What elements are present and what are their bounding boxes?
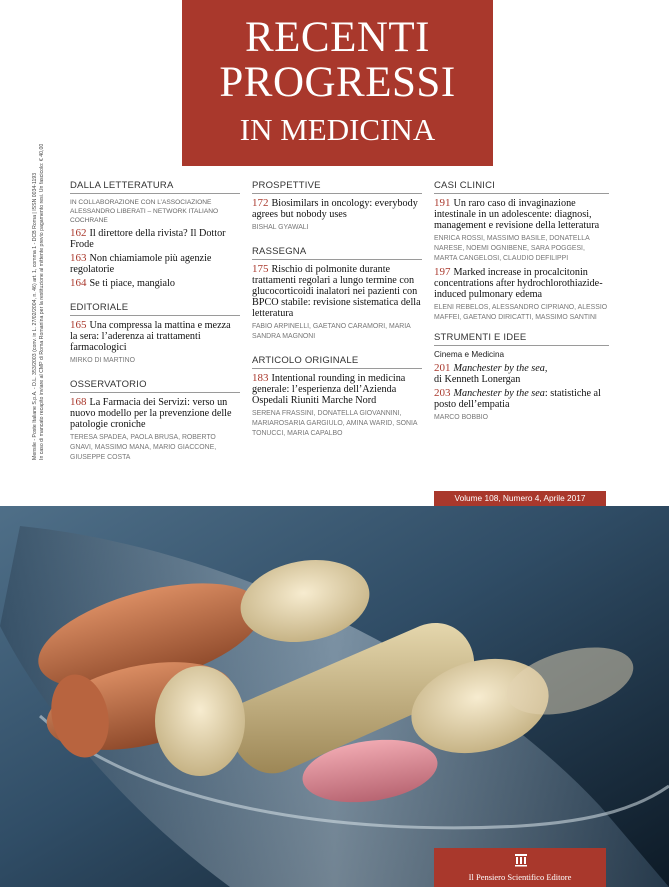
toc-entry[interactable] <box>70 397 240 430</box>
article-title: Se ti piace, mangialo <box>89 278 175 289</box>
spine-line-2: In caso di mancato recapito inviare al CMP di Roma Romanina per la restituzione al mittente previo pagamento resi. Un fascicolo: € 40,00 <box>39 143 45 460</box>
page-number: 164 <box>70 277 87 289</box>
page-number: 197 <box>434 266 451 278</box>
publisher-badge <box>434 848 606 887</box>
page-number: 175 <box>252 263 269 275</box>
cover-photo-graphic <box>0 506 669 887</box>
article-title: Un raro caso di invaginazione intestinale in un adolescente: diagnosi, management e revisione della letteratura <box>434 198 600 231</box>
article-title: Non chiamiamole più agenzie regolatorie <box>70 253 212 275</box>
article-title: Il direttore della rivista? Il Dottor Frode <box>70 228 226 250</box>
page-number: 191 <box>434 197 451 209</box>
section-heading: DALLA LETTERATURA <box>70 180 240 194</box>
toc-column-1 <box>70 180 240 466</box>
page-number: 201 <box>434 362 451 374</box>
toc-column-3 <box>434 180 609 426</box>
article-title: Rischio di polmonite durante trattamenti regolari a lungo termine con glucocorticoidi inalatori nei pazienti con BPCO stabile: revisione sistematica della letteratura <box>252 264 421 319</box>
film-title: Manchester by the sea, <box>453 363 548 374</box>
article-authors: SERENA FRASSINI, DONATELLA GIOVANNINI, MARIAROSARIA GARGIULO, AMINA WARID, SONIA TONUCCI, MARIA CAPALBO <box>252 410 418 437</box>
toc-entry[interactable] <box>434 267 609 300</box>
article-authors: FABIO ARPINELLI, GAETANO CARAMORI, MARIA SANDRA MAGNONI <box>252 323 411 340</box>
article-title: Una compressa la mattina e mezza la sera: l’aderenza ai trattamenti farmacologici <box>70 320 231 353</box>
article-authors: TERESA SPADEA, PAOLA BRUSA, ROBERTO GNAVI, MASSIMO MANA, MARIO GIACCONE, GIUSEPPE COSTA <box>70 434 217 461</box>
toc-entry[interactable] <box>252 198 422 220</box>
cover-photo <box>0 506 669 887</box>
page-number: 163 <box>70 252 87 264</box>
toc-entry[interactable] <box>434 388 609 410</box>
page-number: 165 <box>70 319 87 331</box>
toc-entry[interactable] <box>70 228 240 250</box>
toc-entry[interactable] <box>70 278 240 289</box>
issue-volume-badge: Volume 108, Numero 4, Aprile 2017 <box>434 491 606 506</box>
toc-entry[interactable] <box>70 253 240 275</box>
title-line-2: PROGRESSI <box>219 59 456 106</box>
article-authors: ELENI REBELOS, ALESSANDRO CIPRIANO, ALESSIO MAFFEI, GAETANO DIRICATTI, MASSIMO SANTINI <box>434 304 608 321</box>
section-heading: ARTICOLO ORIGINALE <box>252 355 422 369</box>
toc-entry[interactable] <box>70 320 240 353</box>
toc-column-2 <box>252 180 422 442</box>
toc-entry[interactable] <box>434 198 609 231</box>
spine-imprint <box>14 143 45 460</box>
spine-line-1: Mensile - Poste Italiane S.p.A. - D.L. 353/2003 (conv. in L. 27/02/2004, n. 46) art. 1, comma 1 - DCB Roma | ISSN 0034-1193 <box>32 172 38 460</box>
page-number: 172 <box>252 197 269 209</box>
article-authors: MARCO BOBBIO <box>434 414 488 421</box>
publisher-name: Il Pensiero Scientifico Editore <box>468 872 572 882</box>
temple-column-icon <box>514 853 528 867</box>
article-title: Intentional rounding in medicina generale: l’esperienza dell’Azienda Ospedali Riuniti Marche Nord <box>252 373 406 406</box>
section-heading: OSSERVATORIO <box>70 379 240 393</box>
article-title: Biosimilars in oncology: everybody agrees but nobody uses <box>252 198 418 220</box>
article-title: di Kenneth Lonergan <box>434 374 521 385</box>
title-line-1: RECENTI <box>244 14 431 61</box>
page-number: 183 <box>252 372 269 384</box>
page-number: 168 <box>70 396 87 408</box>
section-subheading: Cinema e Medicina <box>434 350 505 359</box>
toc-entry[interactable] <box>434 363 609 385</box>
masthead <box>182 0 493 166</box>
toc-entry[interactable] <box>252 264 422 319</box>
section-heading: STRUMENTI E IDEE <box>434 332 609 346</box>
title-line-3: IN MEDICINA <box>239 112 436 147</box>
section-heading: RASSEGNA <box>252 246 422 260</box>
section-heading: CASI CLINICI <box>434 180 609 194</box>
page-number: 162 <box>70 227 87 239</box>
toc-entry[interactable] <box>252 373 422 406</box>
article-title: : statistiche al posto dell’empatia <box>434 388 601 410</box>
section-subtitle: IN COLLABORAZIONE CON L’ASSOCIAZIONE ALESSANDRO LIBERATI – NETWORK ITALIANO COCHRANE <box>70 199 219 224</box>
section-heading: EDITORIALE <box>70 302 240 316</box>
page-number: 203 <box>434 387 451 399</box>
article-authors: MIRKO DI MARTINO <box>70 357 135 364</box>
section-heading: PROSPETTIVE <box>252 180 422 194</box>
article-title: La Farmacia dei Servizi: verso un nuovo modello per la prevenzione delle patologie croniche <box>70 397 232 430</box>
article-authors: BISHAL GYAWALI <box>252 224 309 231</box>
article-title: Marked increase in procalcitonin concentrations after hydrochlorothiazide-induced pulmonary edema <box>434 267 603 300</box>
article-authors: ENRICA ROSSI, MASSIMO BASILE, DONATELLA NARESE, NOEMI OGNIBENE, SARA POGGESI, MARTA CANGELOSI, CLAUDIO DEFILIPPI <box>434 235 590 262</box>
film-title: Manchester by the sea <box>453 388 545 399</box>
